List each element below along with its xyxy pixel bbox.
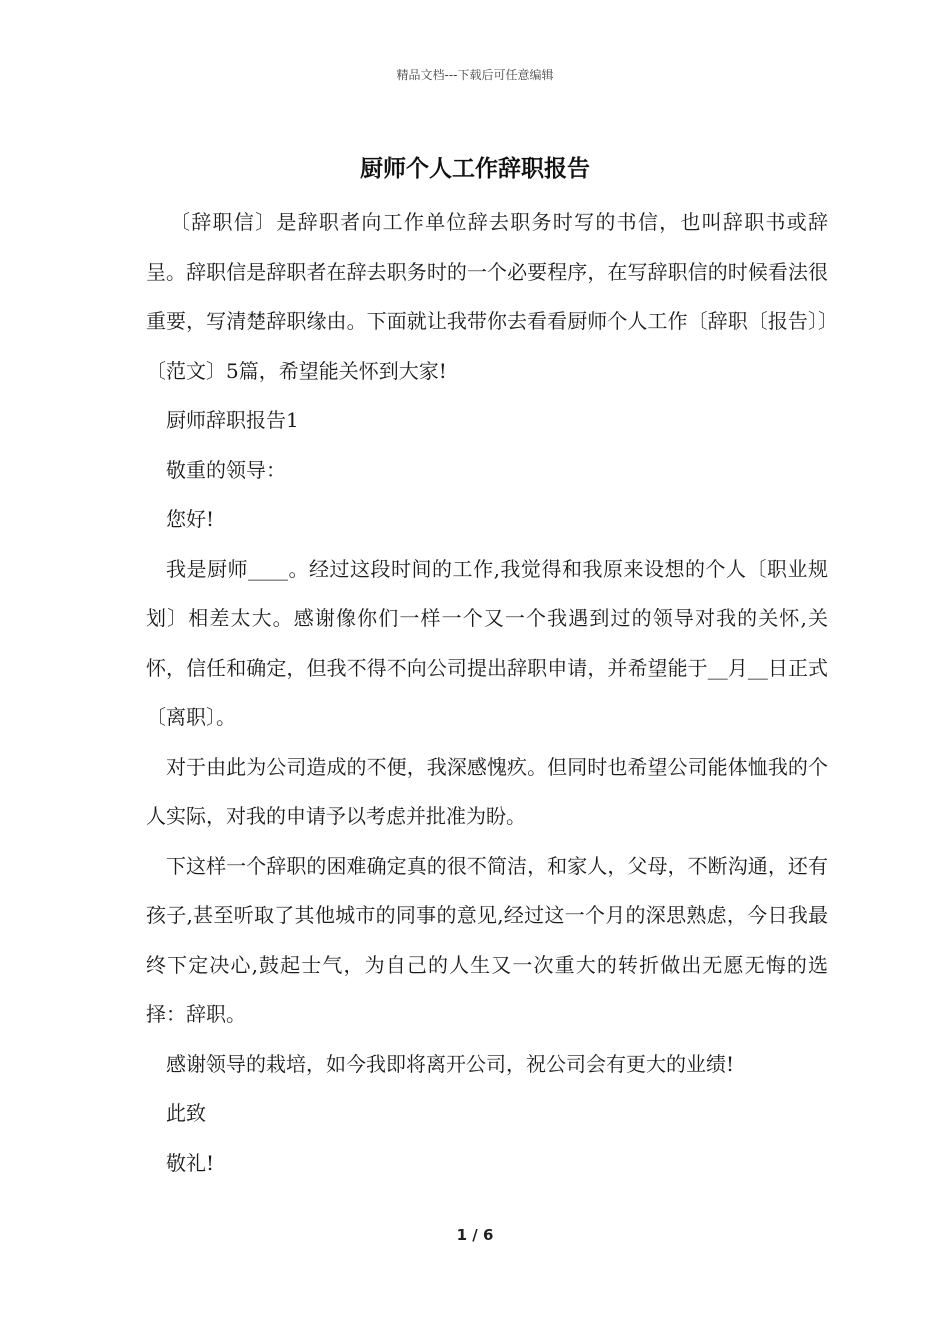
document-title: 厨师个人工作辞职报告: [360, 155, 590, 182]
closing-paragraph: 感谢领导的栽培，如今我即将离开公司，祝公司会有更大的业绩!: [166, 1051, 735, 1076]
intro-paragraph: 〔辞职信〕是辞职者向工作单位辞去职务时写的书信，也叫辞职书或辞呈。辞职信是辞职者在辞去职务时的一个必要程序，在写辞职信的时候看法很重要，写清楚辞职缘由。下面就让我带你去看看厨师个人工作〔辞职〔报告〕〕〔范文〕5篇，希望能关怀到大家!: [146, 210, 828, 383]
section-heading: 厨师辞职报告1: [166, 408, 299, 432]
page-number: 1 / 6: [456, 1226, 494, 1244]
salutation: 敬重的领导：: [166, 457, 286, 482]
greeting: 您好!: [166, 507, 215, 531]
header-note: 精品文档---下载后可任意编辑: [396, 68, 554, 82]
body-paragraph: 下这样一个辞职的困难确定真的很不简洁，和家人，父母，不断沟通，还有孩子,甚至听取了其他城市的同事的意见,经过这一个月的深思熟虑，今日我最终下定决心,鼓起士气，为自己的人生又一次重大的转折做出无愿无悔的选择：辞职。: [146, 853, 828, 1026]
body-paragraph: 我是厨师____。经过这段时间的工作,我觉得和我原来设想的个人〔职业规划〕相差太大。感谢像你们一样一个又一个我遇到过的领导对我的关怀,关怀，信任和确定，但我不得不向公司提出辞职申请，并希望能于__月__日正式〔离职〕。: [146, 556, 828, 729]
closing-regards: 敬礼!: [166, 1150, 215, 1175]
closing-phrase: 此致: [166, 1101, 206, 1125]
body-paragraph: 对于由此为公司造成的不便，我深感愧疚。但同时也希望公司能体恤我的个人实际，对我的申请予以考虑并批准为盼。: [146, 754, 828, 828]
document-body: [146, 198, 828, 1188]
